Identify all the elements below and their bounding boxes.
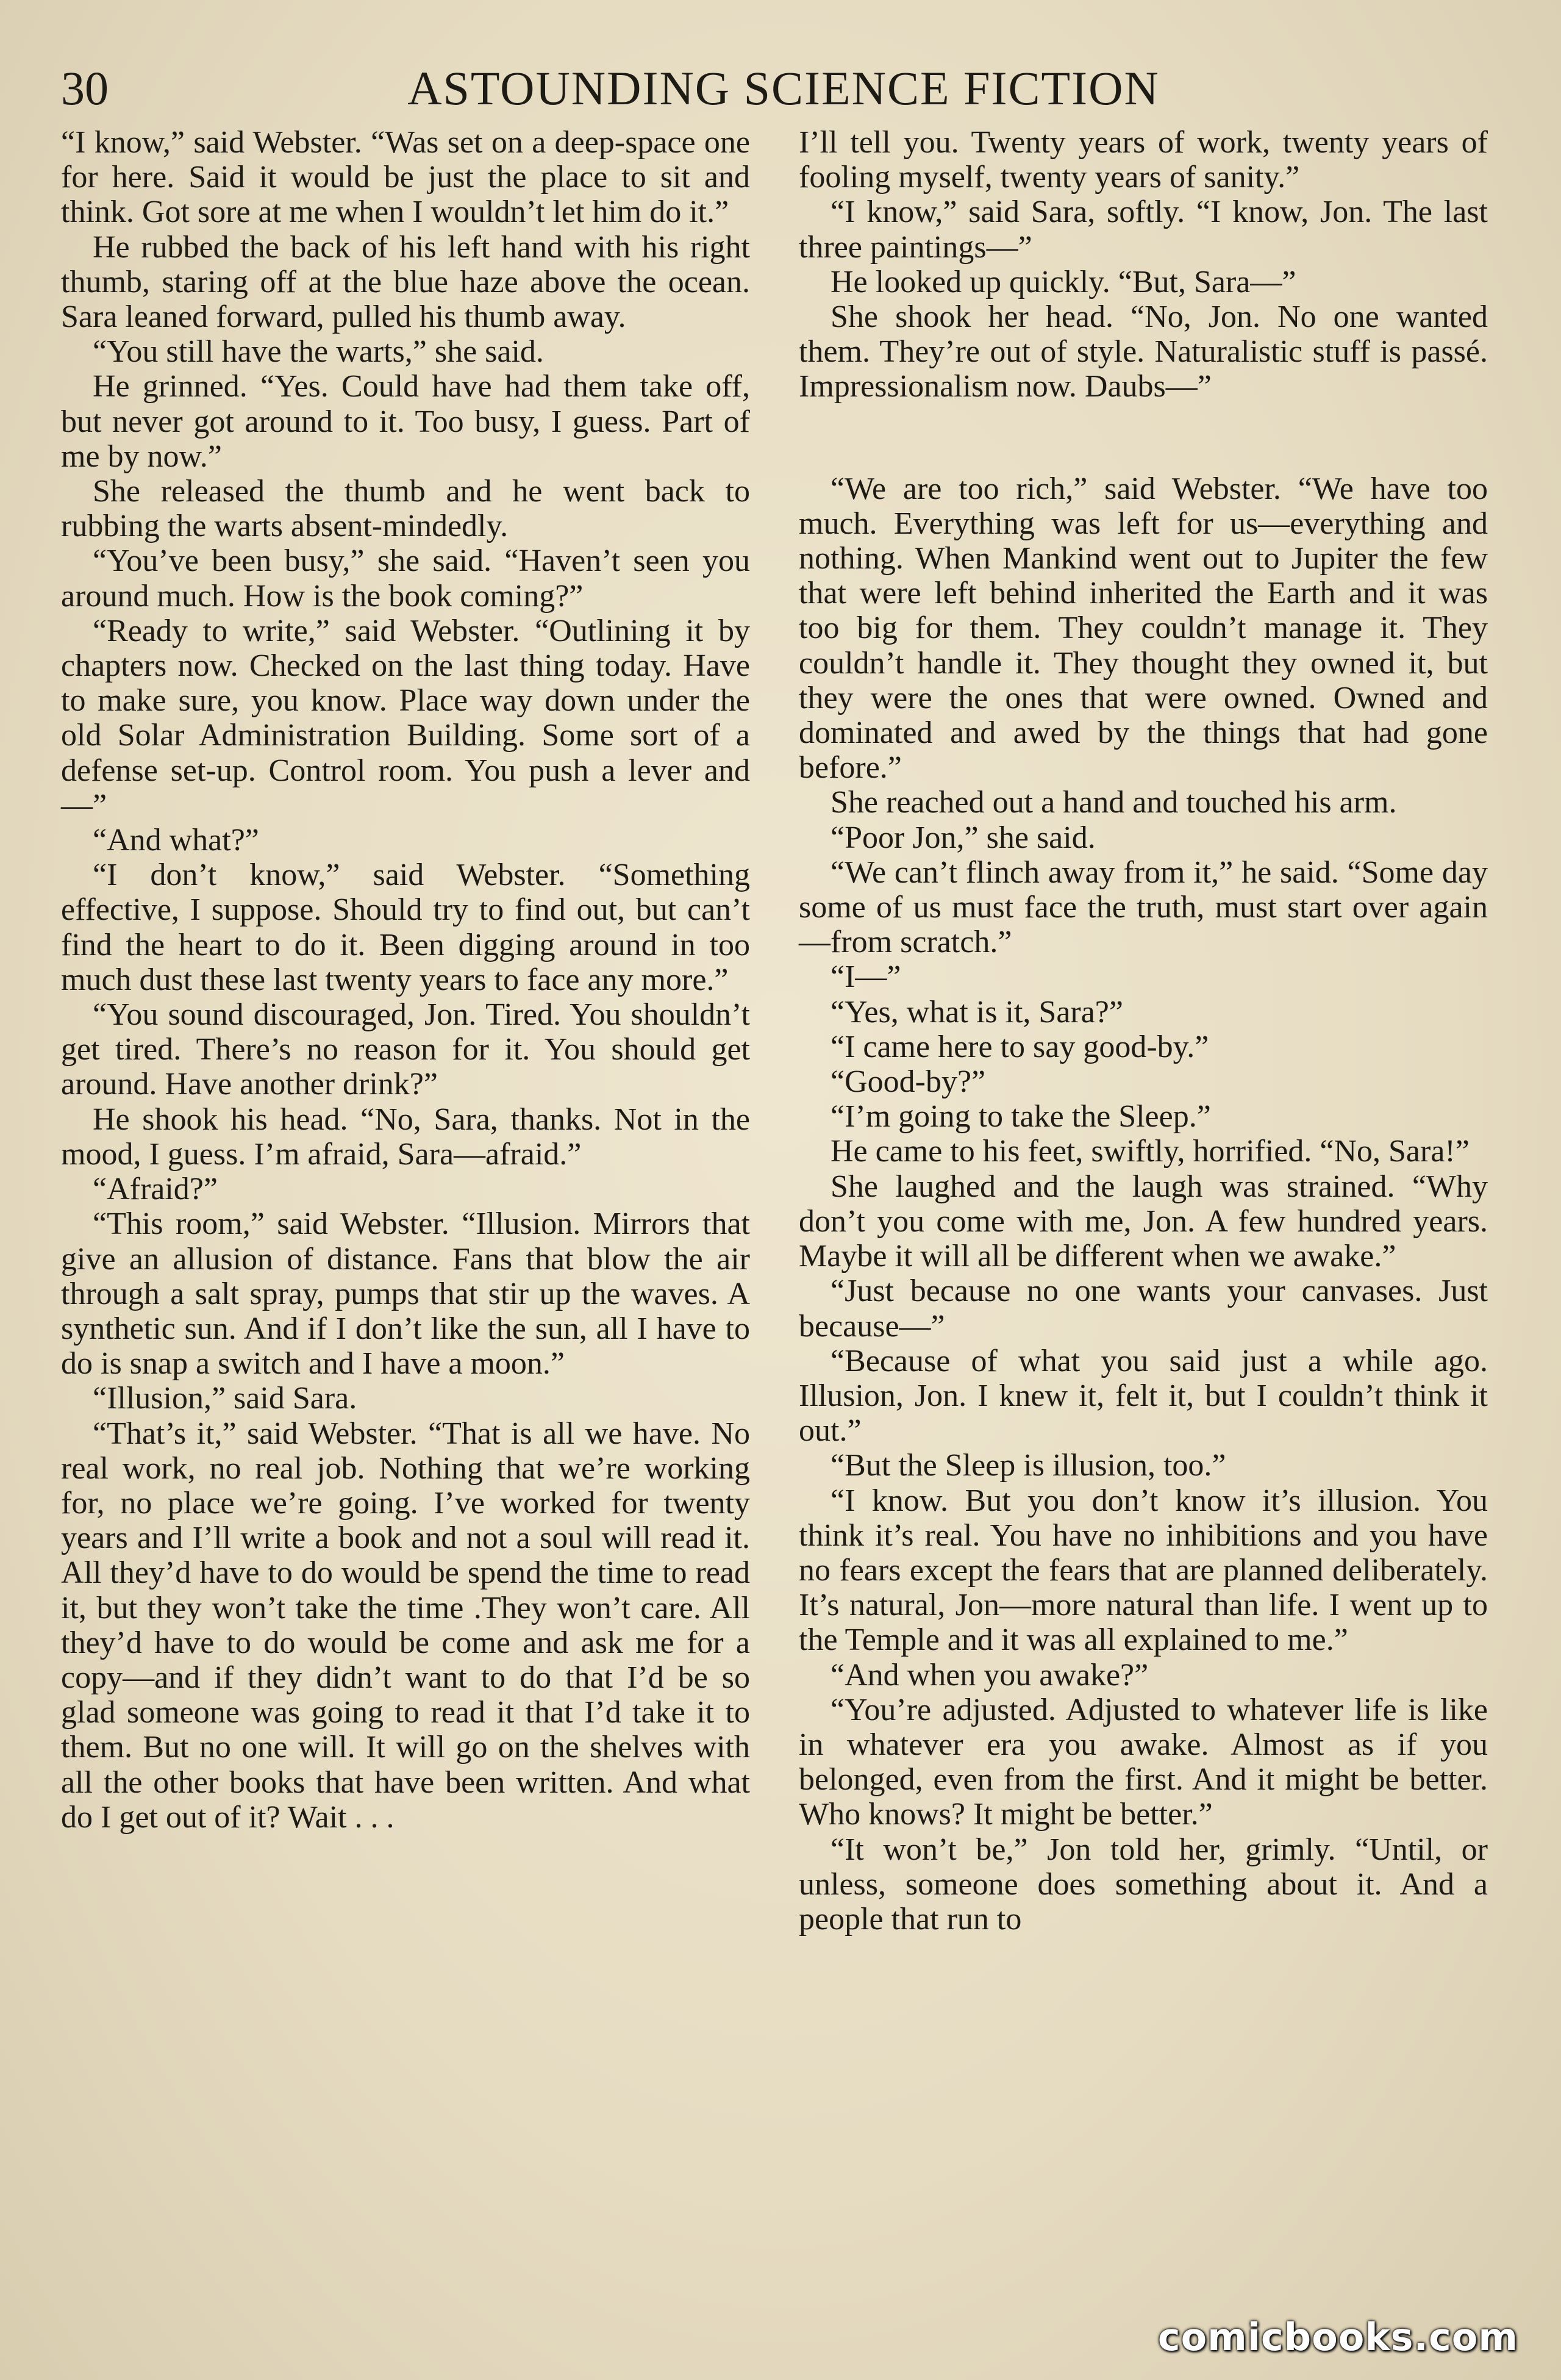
- right-column: [799, 125, 1488, 1937]
- paragraph: He grinned. “Yes. Could have had them take off, but never got around to it. Too busy, I guess. Part of me by now.”: [61, 369, 750, 474]
- running-title: ASTOUNDING SCIENCE FICTION: [407, 62, 1160, 115]
- page-number: 30: [61, 62, 109, 115]
- paragraph: “I know,” said Webster. “Was set on a deep-space one for here. Said it would be just the place to sit and think. Got sore at me when I wouldn’t let him do it.”: [61, 125, 750, 230]
- paragraph: “Yes, what is it, Sara?”: [831, 994, 1123, 1030]
- paragraph: “We can’t flinch away from it,” he said. “Some day some of us must face the truth, must start over again—from scratch.”: [799, 855, 1488, 960]
- paragraph: “It won’t be,” Jon told her, grimly. “Until, or unless, someone does something about it. And a people that run to: [799, 1832, 1488, 1937]
- paragraph: “Illusion,” said Sara.: [93, 1381, 357, 1416]
- paragraph: “Just because no one wants your canvases. Just because—”: [799, 1274, 1488, 1344]
- paragraph: He shook his head. “No, Sara, thanks. Not in the mood, I guess. I’m afraid, Sara—afraid.”: [61, 1102, 750, 1172]
- paragraph: “I came here to say good-by.”: [831, 1029, 1209, 1064]
- paragraph: “We are too rich,” said Webster. “We have too much. Everything was left for us—everything and nothing. When Mankind went out to Jupiter the few that were left behind inherited the Earth and it was too big for them. They couldn’t manage it. They couldn’t handle it. They thought they owned it, but they were the ones that were owned. Owned and dominated and awed by the things that had gone before.”: [799, 471, 1488, 786]
- paragraph: He looked up quickly. “But, Sara—”: [831, 264, 1296, 299]
- paragraph: “Ready to write,” said Webster. “Outlining it by chapters now. Checked on the last thing today. Have to make sure, you know. Place way down under the old Solar Administration Building. Some sort of a defense set-up. Control room. You push a lever and—”: [61, 613, 750, 823]
- paragraph: “You still have the warts,” she said.: [93, 334, 544, 370]
- paragraph: He rubbed the back of his left hand with his right thumb, staring off at the blue haze above the ocean. Sara leaned forward, pulled his thumb away.: [61, 229, 750, 335]
- paragraph: “I—”: [831, 959, 901, 995]
- paragraph: She reached out a hand and touched his arm.: [831, 785, 1397, 820]
- paragraph: “You’ve been busy,” she said. “Haven’t seen you around much. How is the book coming?”: [61, 543, 750, 614]
- page-header: [61, 55, 1506, 122]
- paragraph: “This room,” said Webster. “Illusion. Mirrors that give an allusion of distance. Fans that blow the air through a salt spray, pumps that stir up the waves. A synthetic sun. And if I don’t like the sun, all I have to do is snap a switch and I have a moon.”: [61, 1206, 750, 1382]
- paragraph: She laughed and the laugh was strained. “Why don’t you come with me, Jon. A few hundred years. Maybe it will all be different when we awake.”: [799, 1169, 1488, 1274]
- site-watermark: comicbooks.com: [1157, 2315, 1518, 2359]
- paragraph: “Poor Jon,” she said.: [831, 820, 1096, 855]
- paragraph: “You sound discouraged, Jon. Tired. You shouldn’t get tired. There’s no reason for it. You should get around. Have another drink?”: [61, 997, 750, 1102]
- paragraph: “And what?”: [93, 823, 259, 858]
- paragraph: “Good-by?”: [831, 1064, 986, 1100]
- paragraph: “I’m going to take the Sleep.”: [831, 1099, 1211, 1134]
- left-column: [61, 125, 750, 1835]
- paragraph: I’ll tell you. Twenty years of work, twenty years of fooling myself, twenty years of sanity.”: [799, 125, 1488, 195]
- paragraph: “I know. But you don’t know it’s illusion. You think it’s real. You have no inhibitions and you have no fears except the fears that are planned deliberately. It’s natural, Jon—more natural than life. I went up to the Temple and it was all explained to me.”: [799, 1483, 1488, 1658]
- paragraph: He came to his feet, swiftly, horrified. “No, Sara!”: [831, 1134, 1470, 1169]
- paragraph: “But the Sleep is illusion, too.”: [831, 1448, 1226, 1483]
- paragraph: “That’s it,” said Webster. “That is all we have. No real work, no real job. Nothing that we’re working for, no place we’re going. I’ve worked for twenty years and I’ll write a book and not a soul will read it. All they’d have to do would be spend the time to read it, but they won’t take the time .They won’t care. All they’d have to do would be come and ask me for a copy—and if they didn’t want to do that I’d be so glad someone was going to read it that I’d take it to them. But no one will. It will go on the shelves with all the other books that have been written. And what do I get out of it? Wait . . .: [61, 1416, 750, 1835]
- paragraph: “Afraid?”: [93, 1172, 218, 1207]
- section-break: [799, 404, 1488, 471]
- paragraph: “And when you awake?”: [831, 1657, 1149, 1693]
- paragraph: “I don’t know,” said Webster. “Something effective, I suppose. Should try to find out, but can’t find the heart to do it. Been digging around in too much dust these last twenty years to face any more.”: [61, 858, 750, 997]
- paragraph: She shook her head. “No, Jon. No one wanted them. They’re out of style. Naturalistic stuff is passé. Impressionalism now. Daubs—”: [799, 299, 1488, 404]
- paragraph: “I know,” said Sara, softly. “I know, Jon. The last three paintings—”: [799, 195, 1488, 265]
- paragraph: “Because of what you said just a while ago. Illusion, Jon. I knew it, felt it, but I couldn’t think it out.”: [799, 1343, 1488, 1449]
- paragraph: “You’re adjusted. Adjusted to whatever life is like in whatever era you awake. Almost as if you belonged, even from the first. And it might be better. Who knows? It might be better.”: [799, 1692, 1488, 1832]
- paragraph: She released the thumb and he went back to rubbing the warts absent-mindedly.: [61, 474, 750, 544]
